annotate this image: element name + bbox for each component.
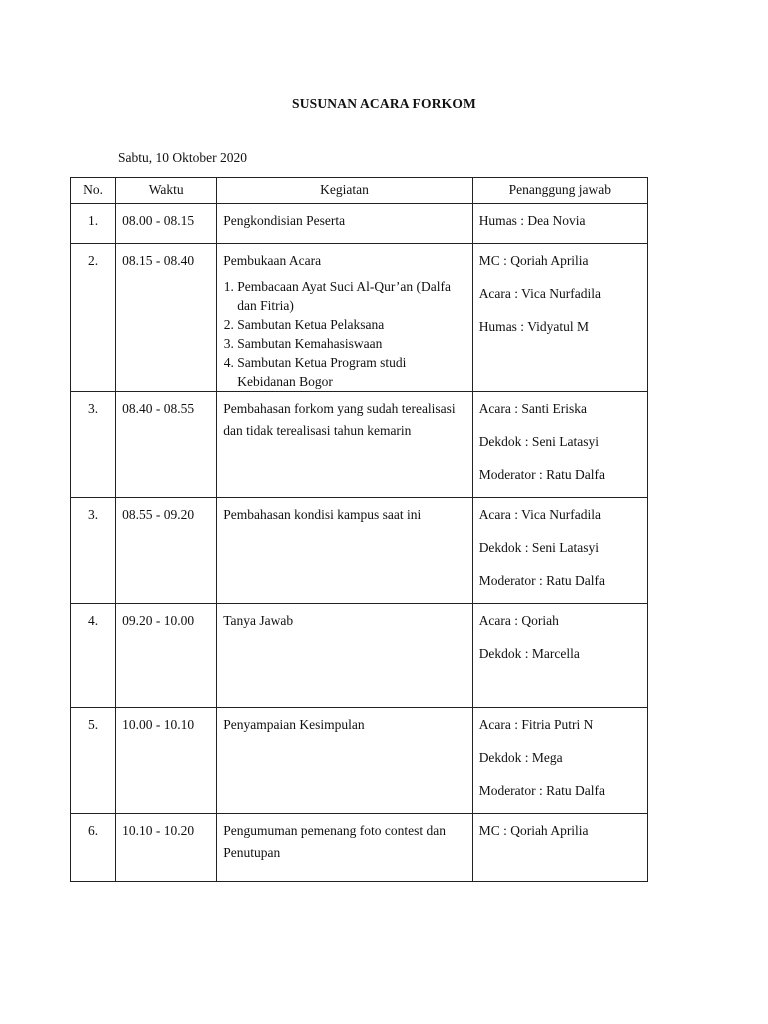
- pic-entry: Moderator : Ratu Dalfa: [478, 467, 606, 482]
- list-item: 4. Sambutan Ketua Program studi Kebidanan Bogor: [237, 353, 465, 391]
- header-pic: Penanggung jawab: [472, 178, 647, 204]
- pic-entry: Acara : Vica Nurfadila: [478, 286, 601, 301]
- list-item: 2. Sambutan Ketua Pelaksana: [237, 315, 465, 334]
- row-activity: Tanya Jawab: [217, 604, 472, 708]
- schedule-table: [70, 177, 648, 882]
- row-pic: [472, 604, 647, 708]
- pic-entry: Acara : Vica Nurfadila: [478, 507, 601, 522]
- row-no: 1.: [71, 204, 116, 244]
- row-no: 6.: [71, 814, 116, 882]
- row-activity: [217, 244, 472, 392]
- row-pic: [472, 244, 647, 392]
- activity-title: Pembukaan Acara: [223, 253, 322, 268]
- table-row: [71, 204, 648, 244]
- event-date: Sabtu, 10 Oktober 2020: [118, 150, 247, 165]
- row-activity: Penyampaian Kesimpulan: [217, 708, 472, 814]
- row-activity: Pengumuman pemenang foto contest dan Penutupan: [217, 814, 472, 882]
- row-time: 10.00 - 10.10: [116, 708, 217, 814]
- row-pic: [472, 814, 647, 882]
- row-time: 08.40 - 08.55: [116, 392, 217, 498]
- header-time: Waktu: [116, 178, 217, 204]
- table-header-row: [71, 178, 648, 204]
- row-pic: [472, 392, 647, 498]
- row-time: 09.20 - 10.00: [116, 604, 217, 708]
- row-no: 5.: [71, 708, 116, 814]
- document-title: SUSUNAN ACARA FORKOM: [291, 96, 476, 111]
- header-no: No.: [71, 178, 116, 204]
- row-no: 3.: [71, 392, 116, 498]
- row-time: 10.10 - 10.20: [116, 814, 217, 882]
- row-pic: [472, 204, 647, 244]
- row-time: 08.15 - 08.40: [116, 244, 217, 392]
- row-activity: Pengkondisian Peserta: [217, 204, 472, 244]
- pic-entry: MC : Qoriah Aprilia: [478, 253, 589, 268]
- activity-sublist: [223, 277, 465, 391]
- header-activity: Kegiatan: [217, 178, 472, 204]
- row-no: 3.: [71, 498, 116, 604]
- row-no: 2.: [71, 244, 116, 392]
- pic-entry: Dekdok : Marcella: [478, 646, 580, 661]
- pic-entry: Acara : Qoriah: [478, 613, 559, 628]
- pic-entry: Humas : Vidyatul M: [478, 319, 590, 334]
- pic-entry: Acara : Fitria Putri N: [478, 717, 594, 732]
- pic-entry: Acara : Santi Eriska: [478, 401, 588, 416]
- row-no: 4.: [71, 604, 116, 708]
- pic-entry: Dekdok : Seni Latasyi: [478, 434, 600, 449]
- table-row: [71, 604, 648, 708]
- row-pic: [472, 708, 647, 814]
- row-time: 08.00 - 08.15: [116, 204, 217, 244]
- pic-entry: Humas : Dea Novia: [478, 213, 586, 228]
- row-pic: [472, 498, 647, 604]
- pic-entry: MC : Qoriah Aprilia: [478, 823, 589, 838]
- table-row: [71, 244, 648, 392]
- pic-entry: Moderator : Ratu Dalfa: [478, 783, 606, 798]
- table-row: [71, 498, 648, 604]
- row-activity: Pembahasan forkom yang sudah terealisasi dan tidak terealisasi tahun kemarin: [217, 392, 472, 498]
- table-row: [71, 814, 648, 882]
- pic-entry: Moderator : Ratu Dalfa: [478, 573, 606, 588]
- row-activity: Pembahasan kondisi kampus saat ini: [217, 498, 472, 604]
- pic-entry: Dekdok : Mega: [478, 750, 563, 765]
- pic-entry: Dekdok : Seni Latasyi: [478, 540, 600, 555]
- list-item: 1. Pembacaan Ayat Suci Al-Qur’an (Dalfa dan Fitria): [237, 277, 465, 315]
- row-time: 08.55 - 09.20: [116, 498, 217, 604]
- table-row: [71, 708, 648, 814]
- table-row: [71, 392, 648, 498]
- list-item: 3. Sambutan Kemahasiswaan: [237, 334, 465, 353]
